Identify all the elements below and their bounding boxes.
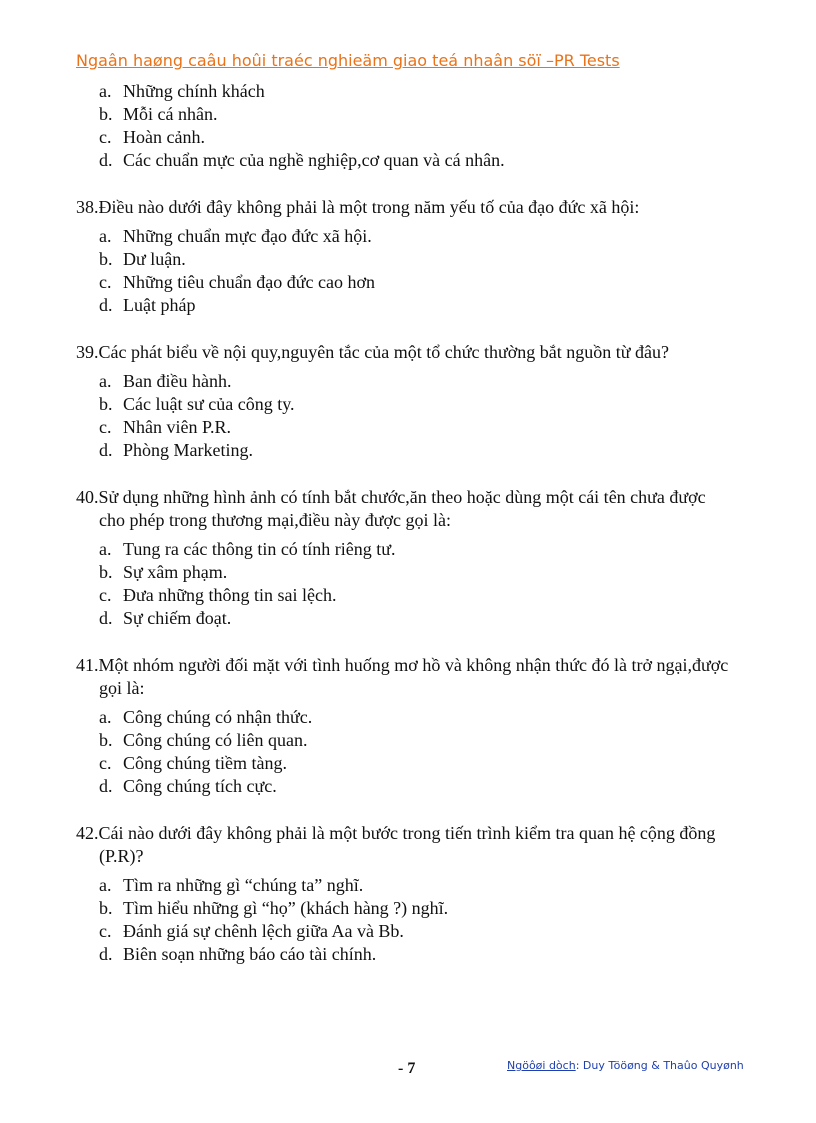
option-text: Biên soạn những báo cáo tài chính. xyxy=(123,944,377,964)
answer-options xyxy=(76,225,736,317)
question-42 xyxy=(76,822,736,966)
option-c xyxy=(76,920,736,943)
option-letter: d. xyxy=(99,150,113,170)
option-letter: b. xyxy=(99,104,113,124)
question-39 xyxy=(76,341,736,462)
option-text: Công chúng tiềm tàng. xyxy=(123,753,287,773)
option-d xyxy=(76,775,736,798)
option-text: Sự chiếm đoạt. xyxy=(123,608,232,628)
credit-names: : Duy Tööøng & Thaûo Quyønh xyxy=(575,1059,744,1072)
option-text: Tìm hiểu những gì “họ” (khách hàng ?) nghĩ. xyxy=(123,898,449,918)
option-b xyxy=(76,729,736,752)
option-letter: c. xyxy=(99,127,112,147)
question-38 xyxy=(76,196,736,317)
page-number: - 7 xyxy=(398,1060,416,1077)
option-letter: d. xyxy=(99,440,113,460)
option-a xyxy=(76,80,736,103)
question-37-continued xyxy=(76,80,736,172)
option-c xyxy=(76,584,736,607)
question-text xyxy=(76,654,736,700)
option-text: Đánh giá sự chênh lệch giữa Aa và Bb. xyxy=(123,921,404,941)
option-text: Luật pháp xyxy=(123,295,196,315)
question-number: 41. xyxy=(76,655,99,675)
answer-options xyxy=(76,370,736,462)
question-body: Điều nào dưới đây không phải là một trong năm yếu tố của đạo đức xã hội: xyxy=(98,197,640,217)
document-header: Ngaân haøng caâu hoûi traéc nghieäm giao teá nhaân söï –PR Tests xyxy=(76,51,620,70)
option-letter: a. xyxy=(99,875,112,895)
option-letter: a. xyxy=(99,371,112,391)
translator-credit xyxy=(507,1059,744,1072)
option-text: Các chuẩn mực của nghề nghiệp,cơ quan và cá nhân. xyxy=(123,150,505,170)
option-letter: a. xyxy=(99,81,112,101)
question-text xyxy=(76,486,736,532)
question-41 xyxy=(76,654,736,798)
option-text: Những tiêu chuẩn đạo đức cao hơn xyxy=(123,272,375,292)
question-text xyxy=(76,341,736,364)
option-text: Hoàn cảnh. xyxy=(123,127,205,147)
option-letter: b. xyxy=(99,249,113,269)
option-text: Mỗi cá nhân. xyxy=(123,104,218,124)
option-text: Ban điều hành. xyxy=(123,371,232,391)
option-d xyxy=(76,149,736,172)
answer-options xyxy=(76,80,736,172)
option-b xyxy=(76,561,736,584)
option-d xyxy=(76,607,736,630)
option-b xyxy=(76,393,736,416)
option-text: Tìm ra những gì “chúng ta” nghĩ. xyxy=(123,875,364,895)
option-letter: a. xyxy=(99,226,112,246)
option-text: Phòng Marketing. xyxy=(123,440,253,460)
option-text: Tung ra các thông tin có tính riêng tư. xyxy=(123,539,396,559)
option-c xyxy=(76,126,736,149)
question-text xyxy=(76,196,736,219)
option-text: Những chính khách xyxy=(123,81,265,101)
option-letter: b. xyxy=(99,394,113,414)
option-d xyxy=(76,943,736,966)
option-b xyxy=(76,897,736,920)
option-letter: d. xyxy=(99,944,113,964)
option-letter: d. xyxy=(99,608,113,628)
question-body: Sử dụng những hình ảnh có tính bắt chước,ăn theo hoặc dùng một cái tên chưa được cho phép trong thương mại,điều này được gọi là: xyxy=(98,487,706,530)
option-c xyxy=(76,271,736,294)
option-letter: c. xyxy=(99,921,112,941)
option-letter: c. xyxy=(99,417,112,437)
option-letter: a. xyxy=(99,707,112,727)
answer-options xyxy=(76,706,736,798)
option-a xyxy=(76,370,736,393)
option-a xyxy=(76,538,736,561)
question-body: Cái nào dưới đây không phải là một bước trong tiến trình kiểm tra quan hệ cộng đồng (P.R)? xyxy=(98,823,716,866)
option-letter: b. xyxy=(99,562,113,582)
option-a xyxy=(76,225,736,248)
option-text: Công chúng có nhận thức. xyxy=(123,707,313,727)
option-letter: a. xyxy=(99,539,112,559)
question-number: 38. xyxy=(76,197,99,217)
option-letter: b. xyxy=(99,730,113,750)
option-c xyxy=(76,416,736,439)
option-text: Công chúng tích cực. xyxy=(123,776,277,796)
question-body: Một nhóm người đối mặt với tình huống mơ hồ và không nhận thức đó là trở ngại,được gọi là: xyxy=(98,655,729,698)
answer-options xyxy=(76,874,736,966)
option-text: Những chuẩn mực đạo đức xã hội. xyxy=(123,226,372,246)
option-letter: d. xyxy=(99,776,113,796)
question-number: 40. xyxy=(76,487,99,507)
option-text: Đưa những thông tin sai lệch. xyxy=(123,585,337,605)
option-letter: c. xyxy=(99,585,112,605)
option-a xyxy=(76,706,736,729)
option-d xyxy=(76,439,736,462)
question-list xyxy=(76,80,736,966)
question-40 xyxy=(76,486,736,630)
option-b xyxy=(76,248,736,271)
option-d xyxy=(76,294,736,317)
answer-options xyxy=(76,538,736,630)
option-letter: c. xyxy=(99,753,112,773)
option-letter: d. xyxy=(99,295,113,315)
question-body: Các phát biểu về nội quy,nguyên tắc của một tổ chức thường bắt nguồn từ đâu? xyxy=(98,342,669,362)
option-text: Các luật sư của công ty. xyxy=(123,394,295,414)
option-text: Công chúng có liên quan. xyxy=(123,730,308,750)
question-number: 42. xyxy=(76,823,99,843)
question-number: 39. xyxy=(76,342,99,362)
option-letter: b. xyxy=(99,898,113,918)
option-text: Sự xâm phạm. xyxy=(123,562,228,582)
option-text: Nhân viên P.R. xyxy=(123,417,231,437)
option-text: Dư luận. xyxy=(123,249,186,269)
option-c xyxy=(76,752,736,775)
question-text xyxy=(76,822,736,868)
credit-label: Ngöôøi dòch xyxy=(507,1059,576,1072)
option-letter: c. xyxy=(99,272,112,292)
option-b xyxy=(76,103,736,126)
option-a xyxy=(76,874,736,897)
